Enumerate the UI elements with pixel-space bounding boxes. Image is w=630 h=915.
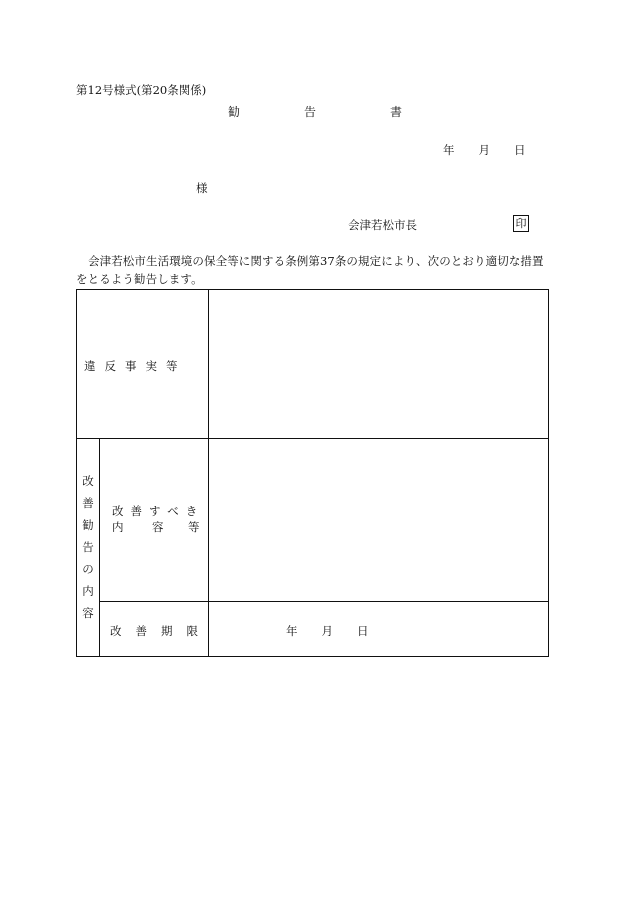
- table-left-border: [76, 289, 77, 657]
- label-char: 内: [112, 520, 124, 534]
- section-char: 容: [82, 606, 94, 620]
- title-char-3: 書: [390, 105, 403, 119]
- section-char: 内: [82, 584, 94, 598]
- label-char: 等: [188, 520, 200, 534]
- label-char: 容: [152, 520, 164, 534]
- improvement-content-label-line1: 改善すべき: [112, 504, 205, 518]
- section-char: 勧: [82, 518, 94, 532]
- addressee: 様: [196, 181, 208, 195]
- title-char-1: 勧: [228, 105, 241, 119]
- section-char: の: [82, 562, 94, 576]
- table-row-divider-2: [99, 601, 549, 602]
- improvement-content-field[interactable]: [209, 439, 548, 601]
- violation-facts-label: 違反事実等: [84, 359, 187, 373]
- improvement-deadline-label: 改善期限: [110, 624, 212, 638]
- document-title: [228, 103, 402, 120]
- table-bottom-border: [76, 656, 549, 657]
- form-number: 第12号様式(第20条関係): [76, 83, 207, 97]
- title-char-2: 告: [304, 105, 317, 119]
- date-day: 日: [514, 143, 526, 157]
- date-month: 月: [478, 143, 490, 157]
- seal-mark: 印: [513, 215, 529, 232]
- issuer-name: 会津若松市長: [348, 218, 417, 232]
- violation-facts-field[interactable]: [209, 290, 548, 438]
- issue-date: [443, 142, 526, 158]
- improvement-recommendation-label: [78, 470, 98, 624]
- deadline-year: 年: [286, 624, 298, 638]
- table-section-divider: [99, 438, 100, 657]
- section-char: 告: [82, 540, 94, 554]
- body-text: 会津若松市生活環境の保全等に関する条例第37条の規定により、次のとおり適切な措置をとるよう勧告します。: [76, 254, 544, 286]
- section-char: 改: [82, 474, 94, 488]
- section-char: 善: [82, 496, 94, 510]
- deadline-month: 月: [321, 624, 333, 638]
- improvement-content-label-line2: [112, 519, 200, 535]
- improvement-deadline-date[interactable]: [286, 623, 369, 639]
- date-year: 年: [443, 143, 455, 157]
- deadline-day: 日: [357, 624, 369, 638]
